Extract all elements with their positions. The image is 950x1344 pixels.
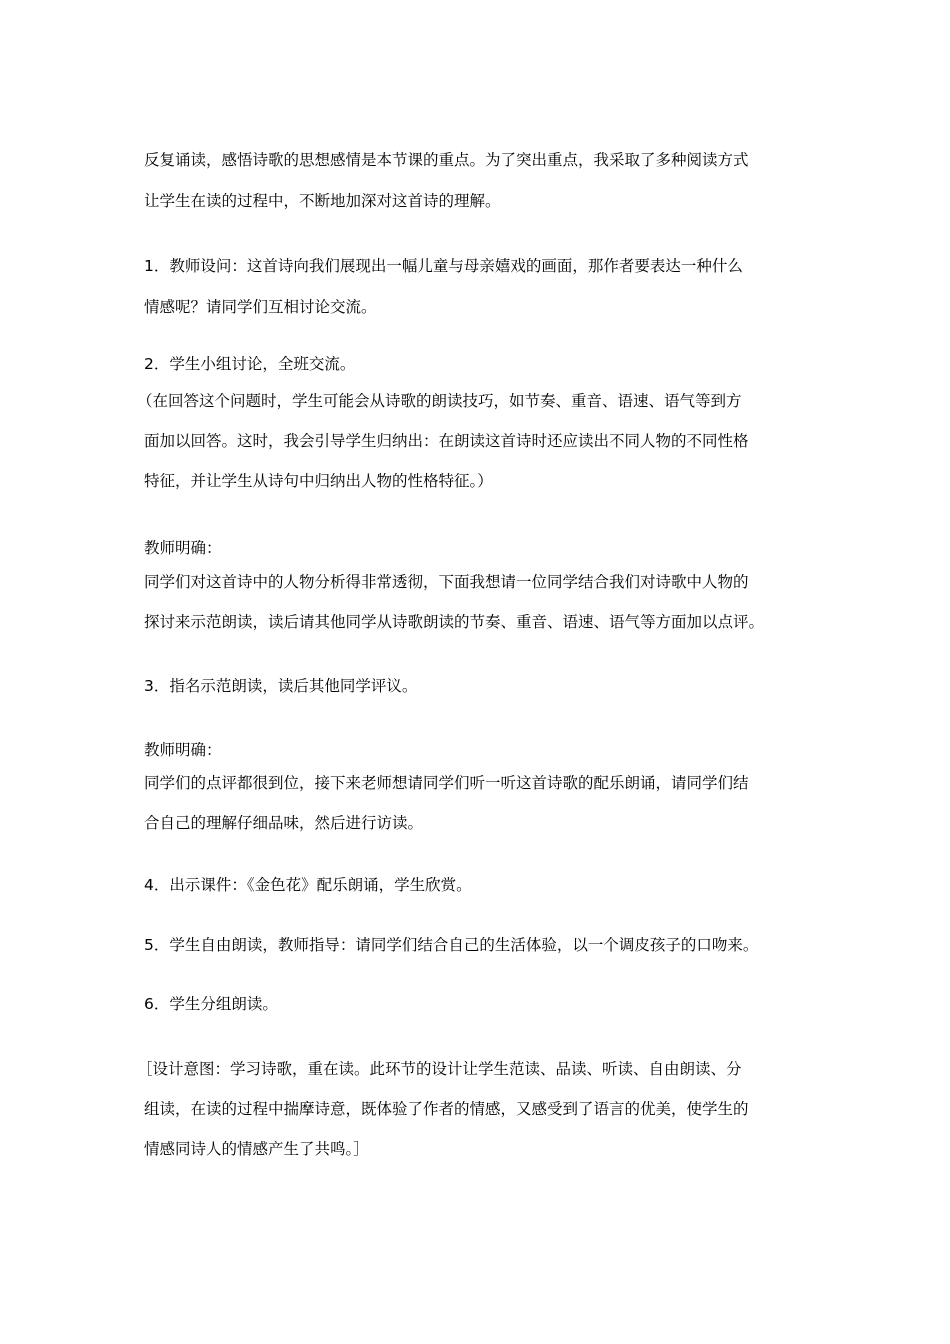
text-line: 教师明确： [144, 741, 222, 759]
text-line: 探讨来示范朗读，读后请其他同学从诗歌朗读的节奏、重音、语速、语气等方面加以点评。 [144, 613, 765, 631]
text-line: ［设计意图：学习诗歌，重在读。此环节的设计让学生范读、品读、听读、自由朗读、分 [137, 1060, 742, 1078]
text-line: 4．出示课件：《金色花》配乐朗诵，学生欣赏。 [144, 876, 472, 894]
text-line: 组读，在读的过程中揣摩诗意，既体验了作者的情感，又感受到了语言的优美，使学生的 [144, 1100, 749, 1118]
text-line: 3．指名示范朗读，读后其他同学评议。 [144, 677, 418, 695]
text-line: 让学生在读的过程中，不断地加深对这首诗的理解。 [144, 192, 501, 210]
text-line: 教师明确： [144, 539, 222, 557]
text-line: 同学们对这首诗中的人物分析得非常透彻，下面我想请一位同学结合我们对诗歌中人物的 [144, 573, 749, 591]
text-line: 面加以回答。这时，我会引导学生归纳出：在朗读这首诗时还应读出不同人物的不同性格 [144, 432, 749, 450]
text-line: （在回答这个问题时，学生可能会从诗歌的朗读技巧，如节奏、重音、语速、语气等到方 [137, 392, 742, 410]
text-line: 1．教师设问：这首诗向我们展现出一幅儿童与母亲嬉戏的画面，那作者要表达一种什么 [144, 257, 743, 275]
text-line: 同学们的点评都很到位，接下来老师想请同学们听一听这首诗歌的配乐朗诵，请同学们结 [144, 774, 749, 792]
text-line: 情感同诗人的情感产生了共鸣。］ [144, 1140, 369, 1158]
text-line: 情感呢？请同学们互相讨论交流。 [144, 298, 377, 316]
text-line: 6．学生分组朗读。 [144, 995, 278, 1013]
text-line: 合自己的理解仔细品味，然后进行访读。 [144, 814, 424, 832]
text-line: 2．学生小组讨论，全班交流。 [144, 355, 356, 373]
text-line: 5．学生自由朗读，教师指导：请同学们结合自己的生活体验，以一个调皮孩子的口吻来。 [144, 936, 759, 954]
text-line: 特征，并让学生从诗句中归纳出人物的性格特征。） [144, 472, 493, 490]
text-line: 反复诵读，感悟诗歌的思想感情是本节课的重点。为了突出重点，我采取了多种阅读方式 [144, 151, 749, 169]
